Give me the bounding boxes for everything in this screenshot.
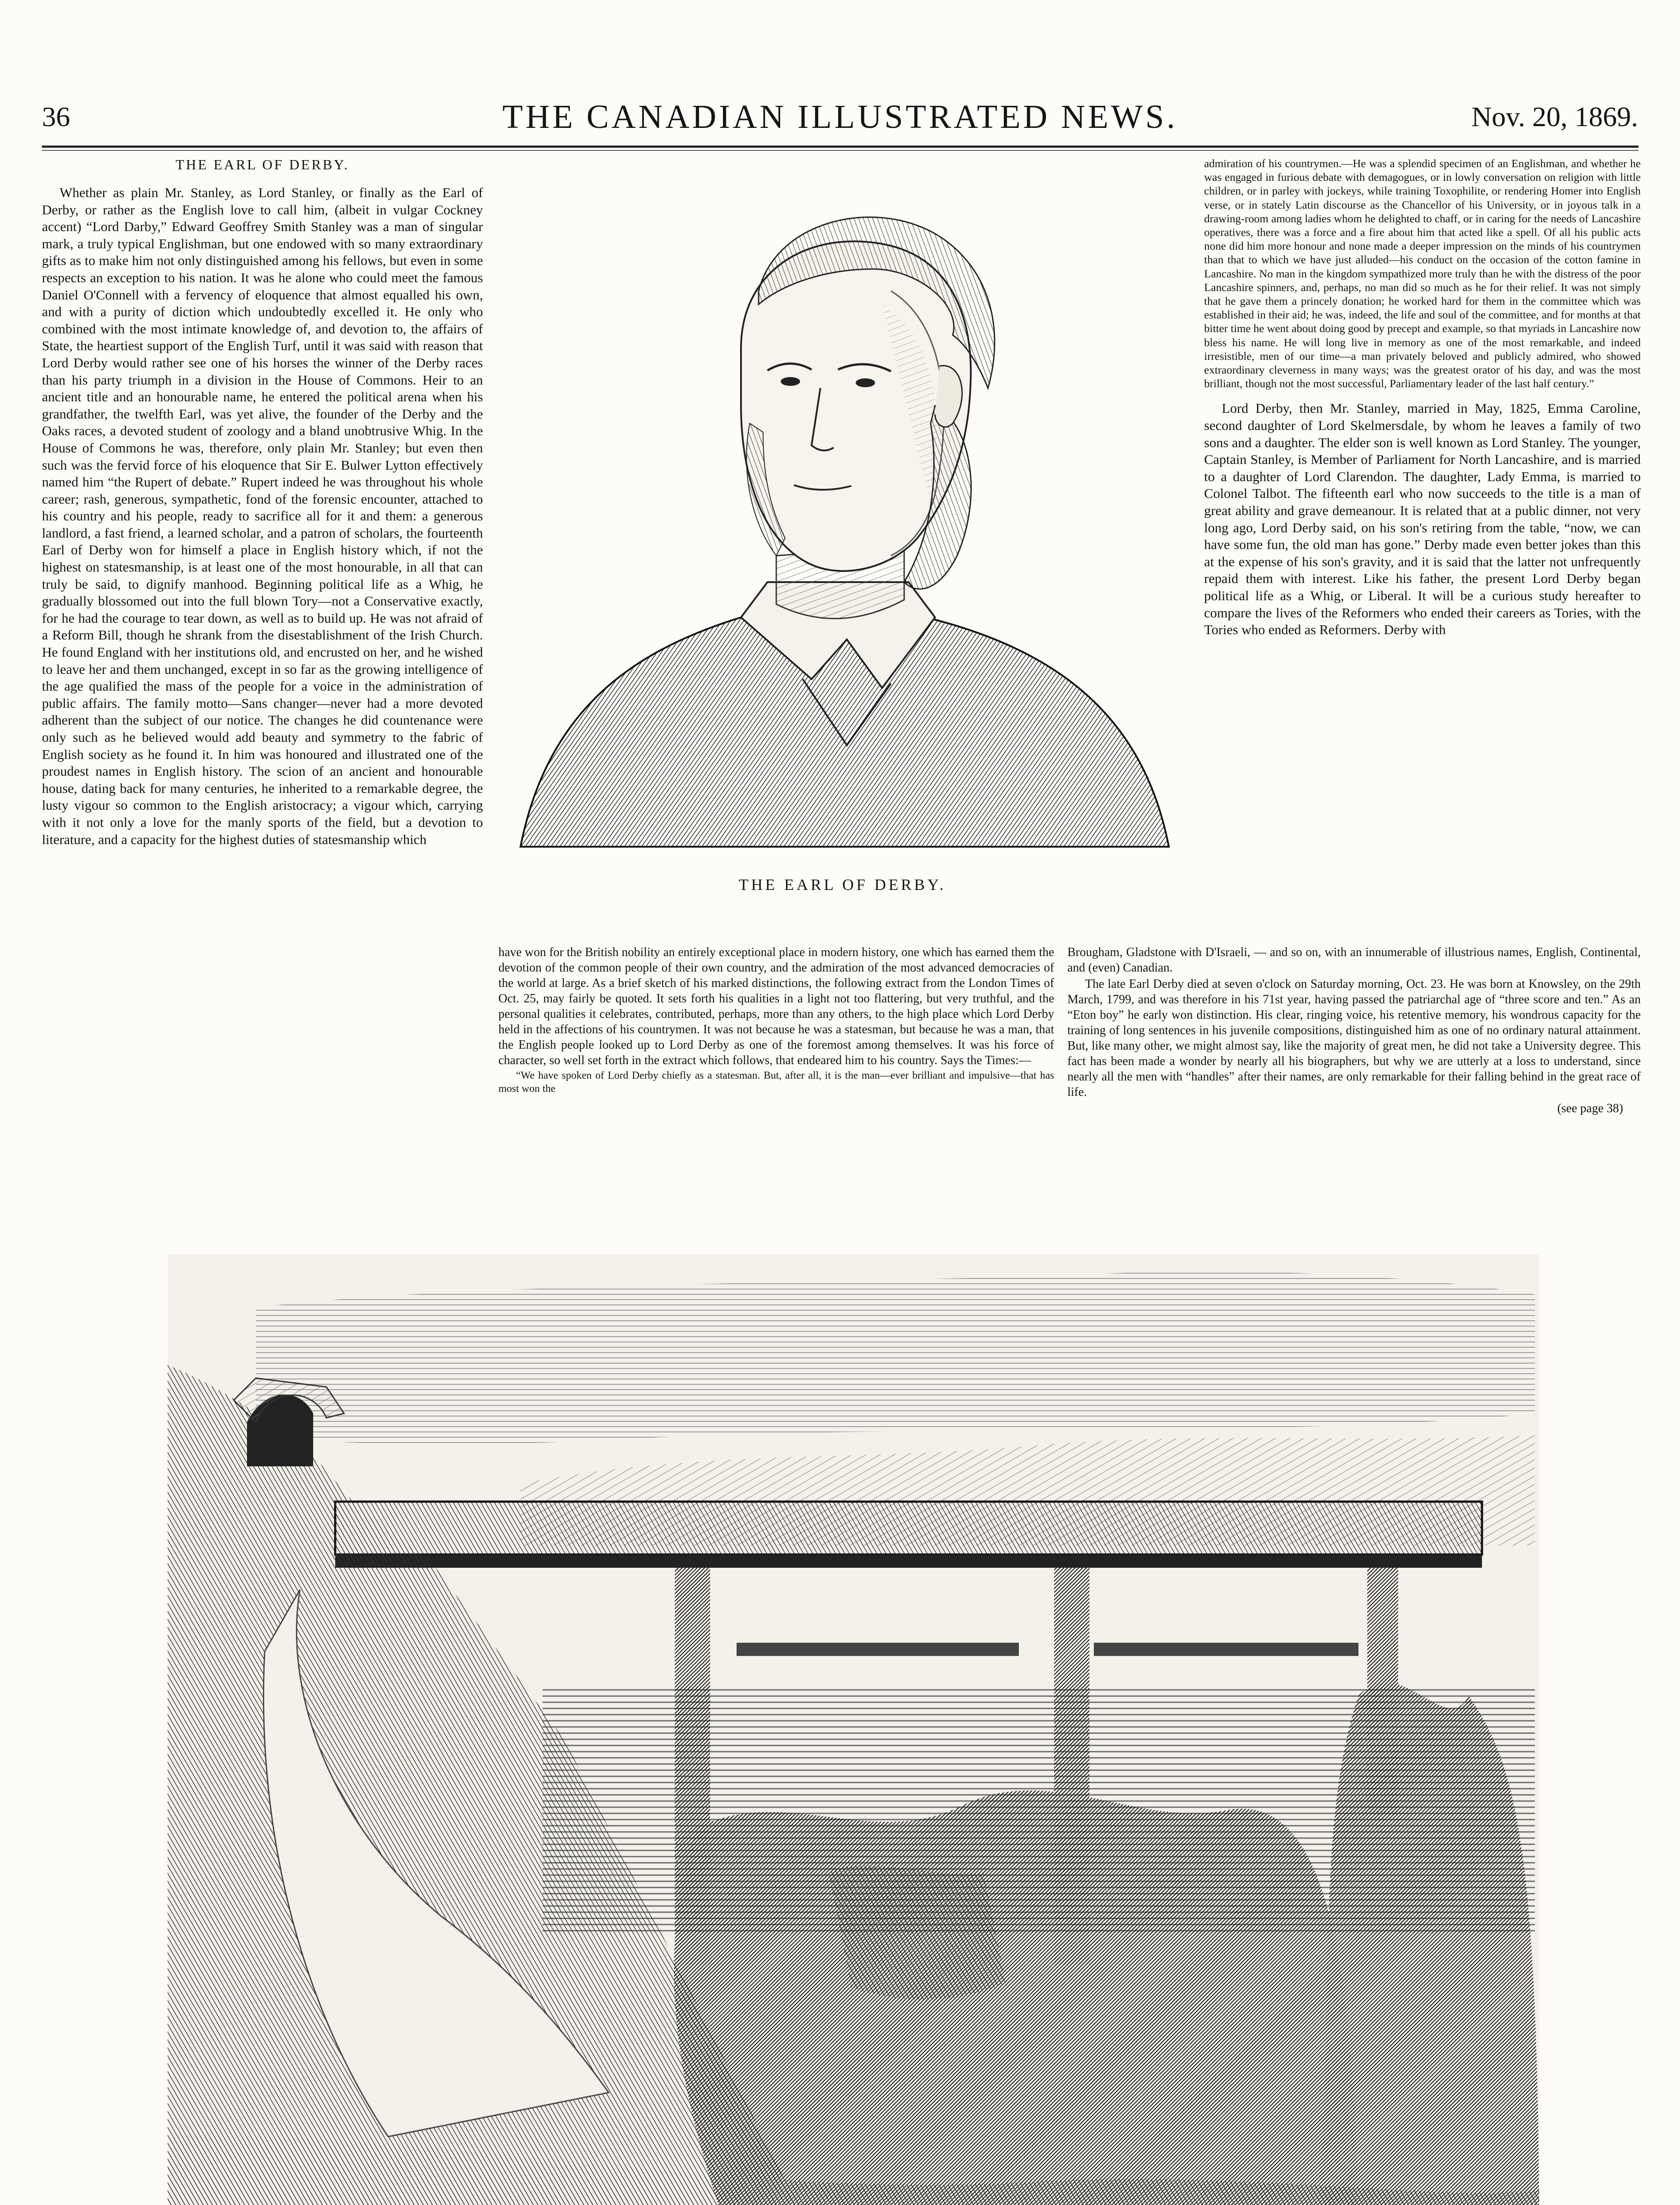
article-column-3-bottom [1067,945,1641,1116]
article-column-1-text [42,184,483,848]
see-page-note: (see page 38) [1557,1102,1623,1115]
paragraph: Lord Derby, then Mr. Stanley, married in May, 1825, Emma Caroline, second daughter of Lord Skelmersdale, by whom he leaves a family of two sons and a daughter. The elder son is well known as Lord Stanley. The younger, Captain Stanley, is Member of Parliament for North Lancashire, and is married to a daughter of Lord Clarendon. The daughter, Lady Emma, is married to Colonel Talbot. The fifteenth earl who now succeeds to the title is a man of great ability and grave demeanour. It is related that at a public dinner, not very long ago, Lord Derby said, on his son's retiring from the table, “now, we can have some fun, the old man has gone.” Derby made even better jokes than this at the expense of his son's gravity, and it is said that the latter not unfrequently repaid them with interest. Like his father, the present Lord Derby began political life as a Whig, or Liberal. It will be a curious study hereafter to compare the lives of the Reformers who ended their careers as Tories, with the Tories who ended as Reformers. Derby with [1204,400,1641,638]
quote-opening: “We have spoken of Lord Derby chiefly as a statesman. But, after all, it is the man—ever brilliant and impulsive—that has most won the [498,1070,1054,1095]
viaduct-engraving-image [168,1255,1539,2205]
page-number: 36 [42,101,70,132]
article-heading: THE EARL OF DERBY. [176,157,349,172]
paragraph: Brougham, Gladstone with D'Israeli, — and so on, with an innumerable of illustrious names, English, Continental, and (even) Canadian. [1067,946,1641,975]
masthead-title: THE CANADIAN ILLUSTRATED NEWS. [502,98,1178,135]
header-rule-secondary [42,150,1639,151]
times-extract [1204,157,1641,390]
article-column-3-top [1204,157,1641,639]
portrait-caption: THE EARL OF DERBY. [738,876,947,893]
header-rule [42,146,1639,148]
article-column-2 [498,945,1054,1095]
article-column-2-text [498,945,1054,1095]
paragraph: Whether as plain Mr. Stanley, as Lord Stanley, or finally as the Earl of Derby, or rather as the English love to call him, (albeit in vulgar Cockney accent) “Lord Darby,” Edward Geoffrey Smith Stanley was a man of singular mark, a truly typical Englishman, but one endowed with so many extraordinary gifts as to make him not only distinguished among his fellows, but even in some respects an exception to his nation. It was he alone who could meet the famous Daniel O'Connell with a fervency of eloquence that almost equalled his own, and with a purity of diction which undoubtedly excelled it. He only who combined with the most intimate knowledge of, and devotion to, the affairs of State, the heartiest support of the English Turf, until it was said with reason that Lord Derby would rather see one of his horses the winner of the Derby races than his party triumph in a division in the House of Commons. Heir to an ancient title and an honourable name, he entered the political arena when his grandfather, the twelfth Earl, was yet alive, the founder of the Derby and the Oaks races, a devoted student of zoology and a bland unobtrusive Whig. In the House of Commons he was, therefore, only plain Mr. Stanley; but even then such was the fervid force of his eloquence that Sir E. Bulwer Lytton effectively named him “the Rupert of debate.” Rupert indeed he was throughout his whole career; rash, generous, sympathetic, fond of the forensic encounter, attached to his country and his people, ready to sacrifice all for it and them: a generous landlord, a fast friend, a learned scholar, and a patron of scholars, the fourteenth Earl of Derby won for himself a place in English history which, if not the highest on statesmanship, is at least one of the most honourable, in all that can truly be said, to dignify manhood. Beginning political life as a Whig, he gradually blossomed out into the full blown Tory—not a Conservative exactly, for he had the courage to tear down, as well as to build up. He was not afraid of a Reform Bill, though he shrank from the disestablishment of the Irish Church. He found England with her institutions old, and encrusted on her, and he wished to leave her and them unchanged, except in so far as the growing intelligence of the age qualified the mass of the people for a voice in the administration of public affairs. The family motto—Sans changer—never had a more devoted adherent than the subject of our notice. The changes he did countenance were only such as he believed would add beauty and symmetry to the fabric of English society as he found it. In him was honoured and illustrated one of the proudest names in English history. The scion of an ancient and honourable house, dating back for many centuries, he inherited to a remarkable degree, the lusty vigour so common to the English aristocracy; a vigour which, carrying with it not only a love for the manly sports of the field, but a devotion to literature, and a capacity for the highest duties of statesmanship which [42,185,483,847]
article-column-1 [42,157,483,848]
family-text [1204,400,1641,638]
paragraph: admiration of his countrymen.—He was a splendid specimen of an Englishman, and whether he was engaged in furious debate with demagogues, or in lowly conversation on religion with little children, or in parley with jockeys, while training Toxophilite, or rendering Homer into English verse, or in stately Latin discourse as the Chancellor of his University, or in joyous talk in a drawing-room among ladies whom he delighted to chaff, or in caring for the needs of Lancashire operatives, there was a force and a fire about him that acted like a spell. Of all his public acts none did him more honour and none made a deeper impression on the minds of his countrymen than that to which we have just alluded—his conduct on the occasion of the cotton famine in Lancashire. No man in the kingdom sympathized more truly than he with the distress of the poor Lancashire spinners, and, perhaps, no man did so much as he for their relief. It was not simply that he gave them a princely donation; he worked hard for them in the committee which was established in their aid; he was, indeed, the life and soul of the committee, and for months at that bitter time he went about doing good by precept and example, so that myriads in Lancashire now bless his name. He will long live in memory as one of the most remarkable, and indeed irresistible, men of our time—a man privately beloved and publicly admired, who showed extraordinary cleverness in many ways; was the greatest orator of his day, and was the most brilliant, though not the most successful, Parliamentary leader of the last half century.” [1204,157,1641,390]
portrait-engraving [494,159,1191,895]
portrait-engraving-image [494,159,1191,856]
article-column-3-text [1067,945,1641,1100]
issue-date: Nov. 20, 1869. [1471,101,1638,132]
paragraph: have won for the British nobility an entirely exceptional place in modern history, one which has earned them the devotion of the common people of their own country, and the admiration of the most advanced democracies of the world at large. As a brief sketch of his marked distinctions, the following extract from the London Times of Oct. 25, may fairly be quoted. It sets forth his qualities in a light not too flattering, but very truthful, and the personal qualities it celebrates, contributed, perhaps, more than any others, to the high place which Lord Derby held in the affections of his countrymen. It was not because he was a statesman, but because he was a man, that the English people looked up to Lord Derby as one of the foremost among themselves. It was his force of character, so well set forth in the extract which follows, that endeared him to his country. Says the Times:— [498,946,1054,1067]
viaduct-engraving [168,1255,1539,2205]
paragraph: The late Earl Derby died at seven o'clock on Saturday morning, Oct. 23. He was born at Knowsley, on the 29th March, 1799, and was therefore in his 71st year, having passed the patriarchal age of “three score and ten.” As an “Eton boy” he early won distinction. His clear, ringing voice, his retentive memory, his wondrous capacity for the training of long sentences in his juvenile compositions, distinguished him as one of no ordinary natural attainment. But, like many other, we might almost say, like the majority of great men, he did not take a University degree. This fact has been made a wonder by nearly all his biographers, but why we are utterly at a loss to understand, since nearly all the men with “handles” after their names, are only remarkable for their falling behind in the great race of life. [1067,977,1641,1099]
